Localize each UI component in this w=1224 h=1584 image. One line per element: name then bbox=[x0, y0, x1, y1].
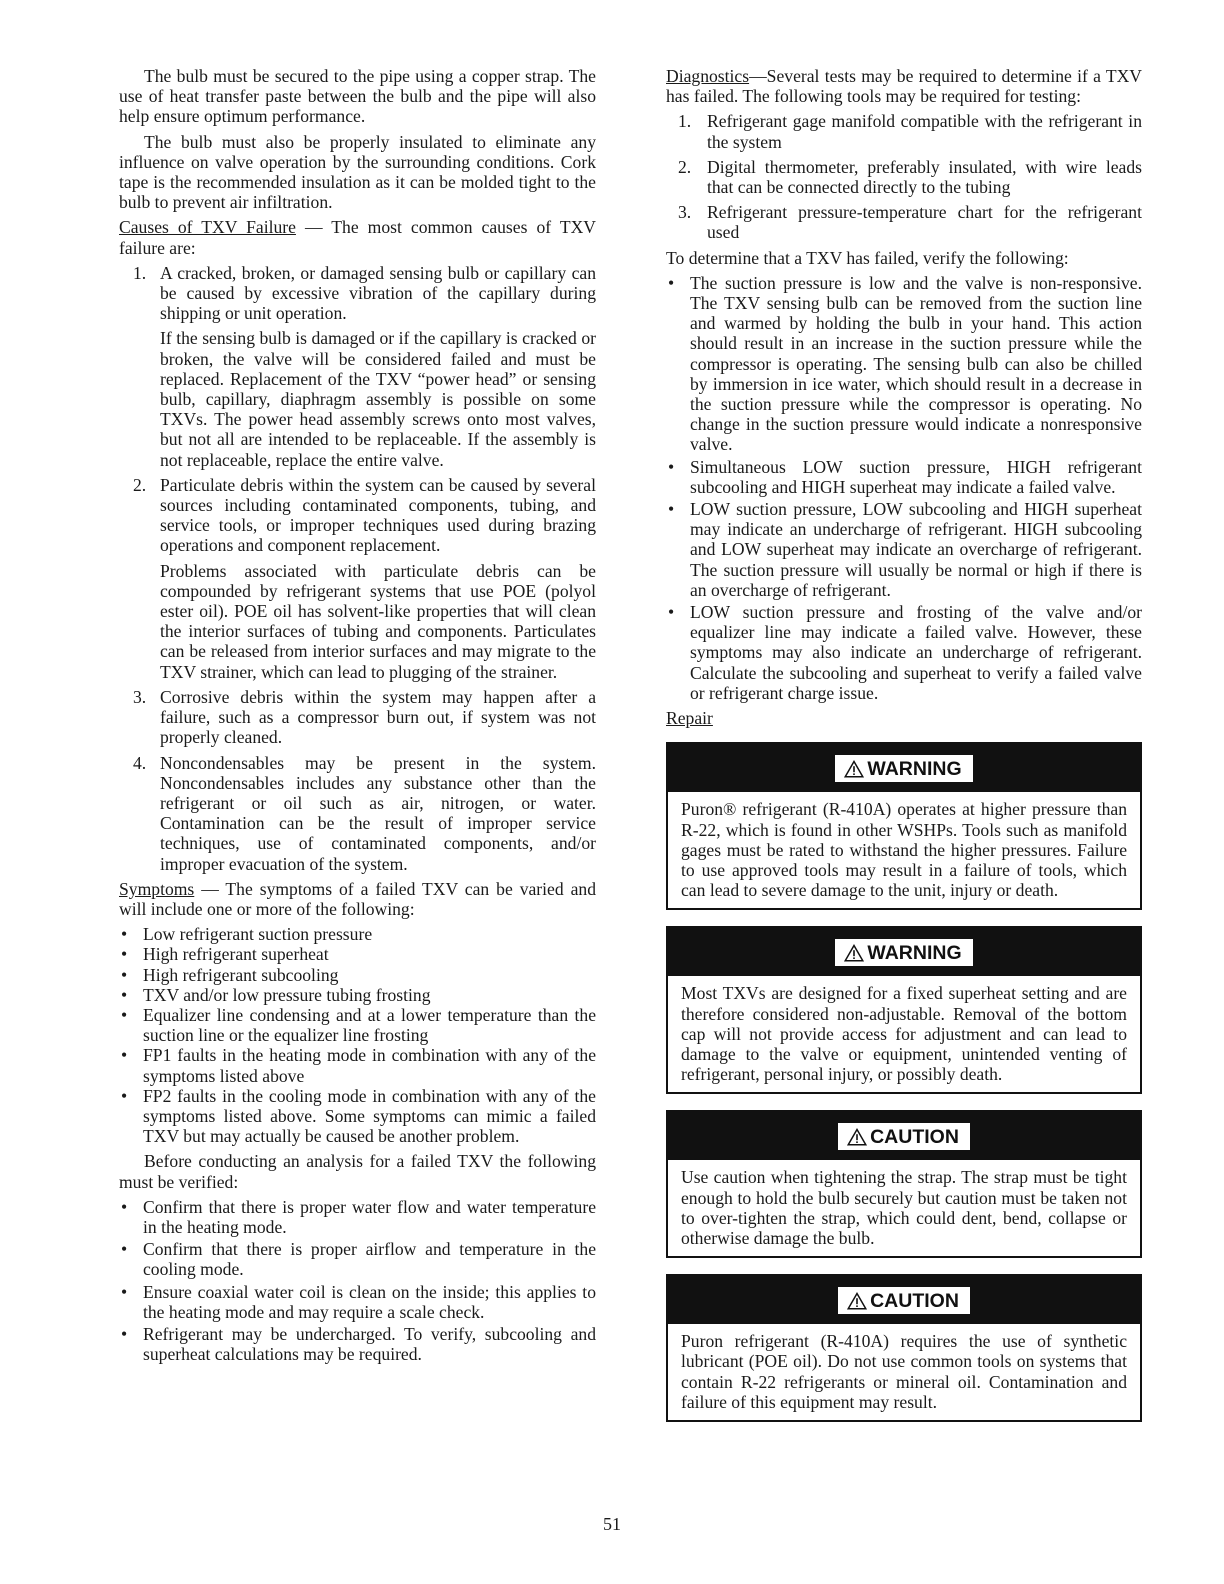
symptoms-heading: Symptoms bbox=[119, 878, 195, 899]
paragraph-bulb-strap: The bulb must be secured to the pipe using a copper strap. The use of heat transfer paste between the bulb and the pipe will also help ensure optimum performance. bbox=[119, 66, 596, 127]
list-item-text: Refrigerant gage manifold compatible with the refrigerant in the system bbox=[707, 111, 1142, 152]
bullet: • bbox=[121, 964, 128, 985]
warning-triangle-icon bbox=[847, 1292, 867, 1310]
list-item-text: Confirm that there is proper airflow and temperature in the cooling mode. bbox=[143, 1239, 596, 1280]
determine-paragraph: To determine that a TXV has failed, verify the following: bbox=[666, 247, 1069, 268]
list-item bbox=[119, 753, 596, 874]
notice-text: Puron® refrigerant (R-410A) operates at higher pressure than R-22, which is found in other WSHPs. Tools such as manifold gages must be rated to withstand the higher pressures. Failure to use approved tools may result in a failure of tools, which can lead to severe damage to the unit, injury or death. bbox=[681, 799, 1127, 901]
notice-label-text: CAUTION bbox=[870, 1289, 959, 1312]
list-item-text: Low refrigerant suction pressure bbox=[143, 924, 373, 945]
list-item-text: Corrosive debris within the system may happen after a failure, such as a compressor burn out, if system was not properly cleaned. bbox=[160, 686, 596, 748]
bullet: • bbox=[121, 944, 128, 965]
list-item bbox=[119, 263, 596, 470]
list-number: 2. bbox=[133, 474, 147, 495]
before-conducting-paragraph: Before conducting an analysis for a failed TXV the following must be verified: bbox=[119, 1151, 596, 1192]
list-item bbox=[666, 499, 1142, 600]
list-item bbox=[666, 202, 1142, 242]
bullet: • bbox=[668, 272, 675, 293]
notice-text: Use caution when tightening the strap. The strap must be tight enough to hold the bulb securely but caution must be taken not to over-tighten the strap, which could dent, bend, collapse or otherwise damage the bulb. bbox=[681, 1167, 1127, 1248]
list-item-text: Digital thermometer, preferably insulated, with wire leads that can be connected directly to the tubing bbox=[707, 156, 1142, 198]
bullet: • bbox=[121, 1281, 128, 1302]
list-item-text: Refrigerant may be undercharged. To verify, subcooling and superheat calculations may be required. bbox=[143, 1323, 596, 1365]
list-item bbox=[666, 602, 1142, 703]
bullet: • bbox=[121, 1004, 128, 1025]
list-item bbox=[119, 965, 596, 985]
notice-header bbox=[668, 1112, 1140, 1160]
symptoms-intro: — The symptoms of a failed TXV can be varied and will include one or more of the following: bbox=[119, 878, 596, 919]
list-item-text: If the sensing bulb is damaged or if the capillary is cracked or broken, the valve will be considered failed and must be replaced. Replacement of the TXV “power head” or sensing bulb, capillary, diaphragm assembly is possible on some TXVs. The power head assembly screws onto most valves, but not all are intended to be replaceable. If the assembly is not replaceable, replace the entire valve. bbox=[160, 328, 596, 470]
list-item-text: Refrigerant pressure-temperature chart for the refrigerant used bbox=[707, 202, 1142, 243]
list-item-text: Noncondensables may be present in the system. Noncondensables includes any substance other than the refrigerant or oil such as air, nitrogen, or water. Contamination can be the result of improper service techniques, use of contaminated components, and/or improper evacuation of the system. bbox=[160, 752, 596, 874]
bullet: • bbox=[668, 499, 675, 520]
bullet: • bbox=[121, 1239, 128, 1260]
notice-label bbox=[835, 939, 972, 966]
causes-list bbox=[119, 263, 596, 874]
list-item-text: Simultaneous LOW suction pressure, HIGH refrigerant subcooling and HIGH superheat may indicate a failed valve. bbox=[690, 456, 1142, 497]
list-item-text: LOW suction pressure and frosting of the valve and/or equalizer line may indicate a failed valve. However, these symptoms may also indicate an undercharge of refrigerant. Calculate the subcooling and superheat to verify a failed valve or refrigerant charge issue. bbox=[690, 602, 1142, 703]
list-item-text: High refrigerant superheat bbox=[143, 944, 329, 965]
bullet: • bbox=[121, 1323, 128, 1344]
bullet: • bbox=[121, 1085, 128, 1106]
list-item bbox=[119, 1239, 596, 1279]
repair-paragraph bbox=[666, 708, 1142, 728]
warning-triangle-icon bbox=[844, 944, 864, 962]
causes-paragraph bbox=[119, 217, 596, 257]
list-number: 4. bbox=[133, 752, 147, 773]
list-item-text: FP1 faults in the heating mode in combination with any of the symptoms listed above bbox=[143, 1045, 596, 1086]
notice-header bbox=[668, 928, 1140, 976]
page-number: 51 bbox=[603, 1514, 621, 1534]
list-item bbox=[119, 1282, 596, 1322]
list-item-text: The suction pressure is low and the valve is non-responsive. The TXV sensing bulb can be removed from the suction line and warmed by holding the bulb in your hand. This action should result in an increase in the suction pressure while the compressor is operating. The sensing bulb can also be chilled by immersion in ice water, which should result in a decrease in the suction pressure while the compressor is operating. No change in the suction pressure would indicate a nonresponsive valve. bbox=[690, 272, 1142, 455]
list-item bbox=[119, 1086, 596, 1147]
list-item-text: Confirm that there is proper water flow and water temperature in the heating mode. bbox=[143, 1196, 596, 1237]
warning-box bbox=[666, 926, 1142, 1094]
notice-label bbox=[838, 1287, 970, 1314]
right-column bbox=[666, 66, 1142, 1438]
tools-list bbox=[666, 111, 1142, 242]
list-number: 3. bbox=[133, 686, 147, 707]
diagnostics-heading: Diagnostics bbox=[666, 66, 750, 86]
list-item bbox=[119, 475, 596, 682]
notice-header bbox=[668, 744, 1140, 792]
list-item-text: Equalizer line condensing and at a lower temperature than the suction line or the equalizer line frosting bbox=[143, 1004, 596, 1046]
bullet: • bbox=[121, 984, 128, 1005]
list-item bbox=[666, 157, 1142, 197]
list-item bbox=[119, 924, 596, 944]
causes-heading: Causes of TXV Failure bbox=[119, 217, 296, 238]
list-item bbox=[119, 1197, 596, 1237]
list-item-text: Problems associated with particulate debris can be compounded by refrigerant systems that use POE (polyol ester oil). POE oil has solvent-like properties that will clean the interior surfaces of tubing and components. Particulates can be released from interior surfaces and may migrate to the TXV strainer, which can lead to plugging of the strainer. bbox=[160, 560, 596, 682]
paragraph-bulb-insulation: The bulb must also be properly insulated to eliminate any influence on valve operation by the surrounding conditions. Cork tape is the recommended insulation as it can be molded tight to the bulb to prevent air infiltration. bbox=[119, 131, 596, 213]
notice-text: Most TXVs are designed for a fixed superheat setting and are therefore considered non-adjustable. Removal of the bottom cap will not provide access for adjustment and can lead to damage to the valve or equipment, unintended venting of refrigerant, personal injury, or possibly death. bbox=[681, 983, 1127, 1085]
verify-list bbox=[119, 1197, 596, 1365]
repair-heading: Repair bbox=[666, 708, 713, 729]
diagnostics-intro: —Several tests may be required to determine if a TXV has failed. The following tools may be required for testing: bbox=[666, 66, 1142, 107]
notice-label bbox=[838, 1123, 970, 1150]
list-item bbox=[119, 985, 596, 1005]
checks-list bbox=[666, 273, 1142, 703]
list-number: 2. bbox=[678, 156, 692, 177]
symptoms-list bbox=[119, 924, 596, 1146]
list-item bbox=[119, 1324, 596, 1364]
bullet: • bbox=[668, 456, 675, 477]
left-column bbox=[119, 66, 596, 1369]
warning-box bbox=[666, 742, 1142, 910]
bullet: • bbox=[121, 1196, 128, 1217]
bullet: • bbox=[668, 602, 675, 623]
list-number: 1. bbox=[678, 111, 692, 132]
list-number: 3. bbox=[678, 202, 692, 223]
list-item bbox=[666, 111, 1142, 151]
list-item bbox=[119, 1005, 596, 1045]
notice-label-text: CAUTION bbox=[870, 1125, 959, 1148]
list-item-text: Particulate debris within the system can be caused by several sources including contaminated components, tubing, and service tools, or improper techniques used during brazing operations and component replacement. bbox=[160, 474, 596, 556]
notice-header bbox=[668, 1276, 1140, 1324]
notice-text: Puron refrigerant (R-410A) requires the use of synthetic lubricant (POE oil). Do not use common tools on systems that contain R-22 refrigerants or mineral oil. Contamination and failure of this equipment may result. bbox=[681, 1331, 1127, 1412]
bullet: • bbox=[121, 1045, 128, 1066]
list-item-text: Ensure coaxial water coil is clean on the inside; this applies to the heating mode and may require a scale check. bbox=[143, 1281, 596, 1322]
list-item bbox=[666, 273, 1142, 455]
notice-label bbox=[835, 755, 972, 782]
list-item bbox=[666, 457, 1142, 497]
list-item bbox=[119, 944, 596, 964]
list-item bbox=[119, 687, 596, 748]
warning-triangle-icon bbox=[844, 760, 864, 778]
symptoms-paragraph bbox=[119, 879, 596, 919]
caution-box bbox=[666, 1274, 1142, 1422]
list-item-text: A cracked, broken, or damaged sensing bulb or capillary can be caused by excessive vibration of the capillary during shipping or unit operation. bbox=[160, 262, 596, 324]
causes-intro: — The most common causes of TXV failure are: bbox=[119, 217, 596, 258]
list-item bbox=[119, 1045, 596, 1085]
notice-label-text: WARNING bbox=[867, 941, 962, 964]
notice-label-text: WARNING bbox=[867, 757, 962, 780]
list-item-text: TXV and/or low pressure tubing frosting bbox=[143, 984, 431, 1005]
list-item-text: FP2 faults in the cooling mode in combination with any of the symptoms listed above. Some symptoms can mimic a failed TXV but may actually be caused be another problem. bbox=[143, 1085, 596, 1147]
list-number: 1. bbox=[133, 262, 147, 283]
list-item-text: High refrigerant subcooling bbox=[143, 964, 339, 985]
caution-box bbox=[666, 1110, 1142, 1258]
list-item-text: LOW suction pressure, LOW subcooling and HIGH superheat may indicate an undercharge of refrigerant. HIGH subcooling and LOW superheat may indicate an overcharge of refrigerant. The suction pressure will usually be normal or high if there is an overcharge of refrigerant. bbox=[690, 499, 1142, 600]
bullet: • bbox=[121, 924, 128, 945]
diagnostics-paragraph bbox=[666, 66, 1142, 106]
warning-triangle-icon bbox=[847, 1128, 867, 1146]
